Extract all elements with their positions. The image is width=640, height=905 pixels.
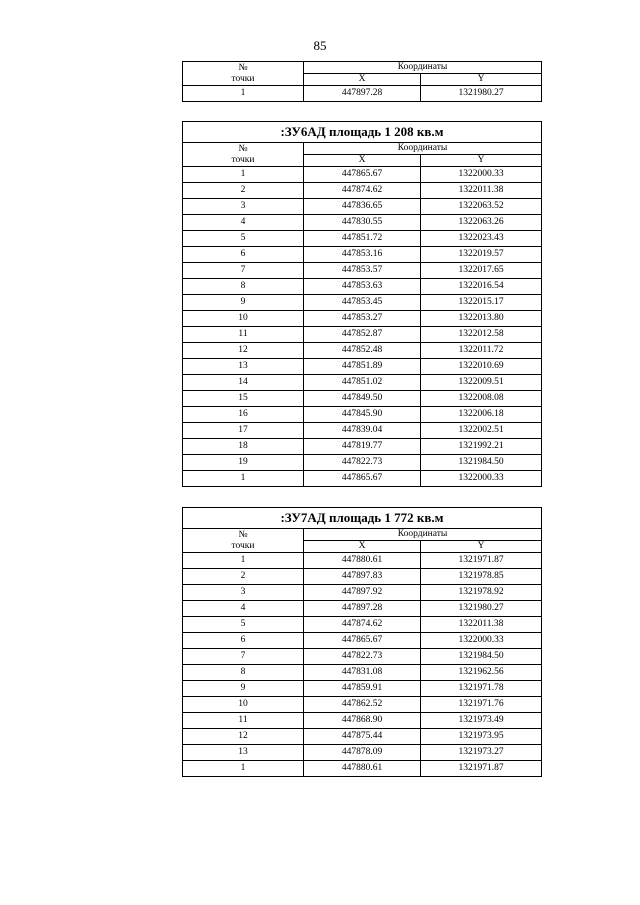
table-row [183,391,542,407]
x-coordinate-cell: 447819.77 [304,439,421,455]
y-coordinate-cell: 1322010.69 [421,359,542,375]
table-title: :ЗУ6АД площадь 1 208 кв.м [183,122,542,143]
point-number-cell: 6 [183,633,304,649]
point-number-cell: 6 [183,247,304,263]
table-row [183,407,542,423]
point-number-cell: 11 [183,327,304,343]
x-coordinate-cell: 447875.44 [304,729,421,745]
point-number-header: № точки [183,62,304,86]
x-coordinate-cell: 447851.02 [304,375,421,391]
table-row [183,215,542,231]
point-number-cell: 5 [183,231,304,247]
y-coordinate-cell: 1321973.27 [421,745,542,761]
x-coordinate-cell: 447897.28 [304,601,421,617]
table-row [183,665,542,681]
x-coordinate-cell: 447853.63 [304,279,421,295]
point-number-cell: 1 [183,471,304,487]
point-number-cell: 13 [183,745,304,761]
x-coordinate-cell: 447880.61 [304,553,421,569]
x-coordinate-cell: 447822.73 [304,455,421,471]
table-row [183,279,542,295]
x-header: X [304,541,421,553]
table-row [183,359,542,375]
y-coordinate-cell: 1322017.65 [421,263,542,279]
x-header: X [304,155,421,167]
point-number-cell: 7 [183,263,304,279]
x-coordinate-cell: 447868.90 [304,713,421,729]
y-coordinate-cell: 1322012.58 [421,327,542,343]
point-number-cell: 9 [183,681,304,697]
coordinates-table-zu6ad [182,121,542,487]
table-row [183,713,542,729]
point-number-cell: 13 [183,359,304,375]
table-row [183,569,542,585]
y-coordinate-cell: 1322063.52 [421,199,542,215]
y-coordinate-cell: 1322002.51 [421,423,542,439]
point-number-cell: 18 [183,439,304,455]
table-row [183,697,542,713]
point-number-cell: 17 [183,423,304,439]
table-row [183,423,542,439]
y-coordinate-cell: 1322008.08 [421,391,542,407]
y-coordinate-cell: 1322000.33 [421,471,542,487]
y-header: Y [421,541,542,553]
table-row [183,681,542,697]
x-coordinate-cell: 447897.92 [304,585,421,601]
table-row [183,263,542,279]
point-number-cell: 3 [183,199,304,215]
table-row [183,455,542,471]
x-coordinate-cell: 447851.72 [304,231,421,247]
y-coordinate-cell: 1322011.72 [421,343,542,359]
coordinates-table-continued [182,61,542,102]
y-coordinate-cell: 1322011.38 [421,617,542,633]
point-number-cell: 2 [183,569,304,585]
point-number-cell: 4 [183,215,304,231]
table-row [183,553,542,569]
x-coordinate-cell: 447845.90 [304,407,421,423]
y-coordinate-cell: 1322023.43 [421,231,542,247]
y-coordinate-cell: 1322063.26 [421,215,542,231]
point-number-cell: 1 [183,86,304,102]
y-header: Y [421,74,542,86]
x-coordinate-cell: 447865.67 [304,167,421,183]
x-coordinate-cell: 447830.55 [304,215,421,231]
x-coordinate-cell: 447853.16 [304,247,421,263]
x-coordinate-cell: 447865.67 [304,471,421,487]
y-coordinate-cell: 1321992.21 [421,439,542,455]
point-number-cell: 1 [183,553,304,569]
table-row [183,729,542,745]
table-row [183,231,542,247]
table-row [183,745,542,761]
x-coordinate-cell: 447878.09 [304,745,421,761]
point-number-cell: 15 [183,391,304,407]
y-coordinate-cell: 1322006.18 [421,407,542,423]
x-coordinate-cell: 447853.27 [304,311,421,327]
point-number-cell: 16 [183,407,304,423]
table-row [183,601,542,617]
x-coordinate-cell: 447836.65 [304,199,421,215]
y-coordinate-cell: 1322000.33 [421,167,542,183]
y-coordinate-cell: 1322019.57 [421,247,542,263]
table-row [183,199,542,215]
table-row [183,167,542,183]
y-coordinate-cell: 1321971.87 [421,553,542,569]
point-number-cell: 2 [183,183,304,199]
coordinates-header: Координаты [304,529,542,541]
y-coordinate-cell: 1321980.27 [421,601,542,617]
table-row [183,343,542,359]
x-coordinate-cell: 447822.73 [304,649,421,665]
point-number-cell: 4 [183,601,304,617]
table-row [183,439,542,455]
point-number-cell: 10 [183,311,304,327]
table-row [183,183,542,199]
x-coordinate-cell: 447849.50 [304,391,421,407]
table-row [183,327,542,343]
x-coordinate-cell: 447865.67 [304,633,421,649]
point-number-cell: 19 [183,455,304,471]
point-number-header: № точки [183,143,304,167]
point-number-cell: 14 [183,375,304,391]
y-header: Y [421,155,542,167]
point-number-cell: 12 [183,729,304,745]
coordinates-table-zu7ad [182,507,542,777]
x-coordinate-cell: 447852.87 [304,327,421,343]
point-number-cell: 8 [183,665,304,681]
point-number-cell: 11 [183,713,304,729]
y-coordinate-cell: 1322000.33 [421,633,542,649]
y-coordinate-cell: 1321984.50 [421,455,542,471]
x-coordinate-cell: 447859.91 [304,681,421,697]
x-coordinate-cell: 447839.04 [304,423,421,439]
table-row [183,311,542,327]
point-number-cell: 1 [183,761,304,777]
x-coordinate-cell: 447874.62 [304,183,421,199]
x-coordinate-cell: 447897.28 [304,86,421,102]
point-number-cell: 12 [183,343,304,359]
x-header: X [304,74,421,86]
table-row [183,295,542,311]
point-number-cell: 10 [183,697,304,713]
y-coordinate-cell: 1322013.80 [421,311,542,327]
table-title: :ЗУ7АД площадь 1 772 кв.м [183,508,542,529]
point-number-cell: 3 [183,585,304,601]
x-coordinate-cell: 447862.52 [304,697,421,713]
y-coordinate-cell: 1322011.38 [421,183,542,199]
table-row [183,617,542,633]
coordinates-header: Координаты [304,143,542,155]
table-row [183,86,542,102]
y-coordinate-cell: 1322016.54 [421,279,542,295]
x-coordinate-cell: 447897.83 [304,569,421,585]
table-row [183,649,542,665]
y-coordinate-cell: 1321980.27 [421,86,542,102]
point-number-header: № точки [183,529,304,553]
table-row [183,247,542,263]
table-row [183,633,542,649]
x-coordinate-cell: 447852.48 [304,343,421,359]
y-coordinate-cell: 1321973.49 [421,713,542,729]
point-number-cell: 5 [183,617,304,633]
table-row [183,375,542,391]
point-number-cell: 7 [183,649,304,665]
y-coordinate-cell: 1322015.17 [421,295,542,311]
y-coordinate-cell: 1321984.50 [421,649,542,665]
coordinates-header: Координаты [304,62,542,74]
x-coordinate-cell: 447851.89 [304,359,421,375]
y-coordinate-cell: 1321978.92 [421,585,542,601]
point-number-cell: 8 [183,279,304,295]
x-coordinate-cell: 447831.08 [304,665,421,681]
y-coordinate-cell: 1321962.56 [421,665,542,681]
table-row [183,471,542,487]
x-coordinate-cell: 447853.57 [304,263,421,279]
table-row [183,761,542,777]
x-coordinate-cell: 447874.62 [304,617,421,633]
x-coordinate-cell: 447853.45 [304,295,421,311]
y-coordinate-cell: 1321971.87 [421,761,542,777]
y-coordinate-cell: 1321973.95 [421,729,542,745]
y-coordinate-cell: 1322009.51 [421,375,542,391]
point-number-cell: 1 [183,167,304,183]
point-number-cell: 9 [183,295,304,311]
y-coordinate-cell: 1321971.76 [421,697,542,713]
x-coordinate-cell: 447880.61 [304,761,421,777]
y-coordinate-cell: 1321971.78 [421,681,542,697]
page-number: 85 [313,38,327,53]
table-row [183,585,542,601]
y-coordinate-cell: 1321978.85 [421,569,542,585]
